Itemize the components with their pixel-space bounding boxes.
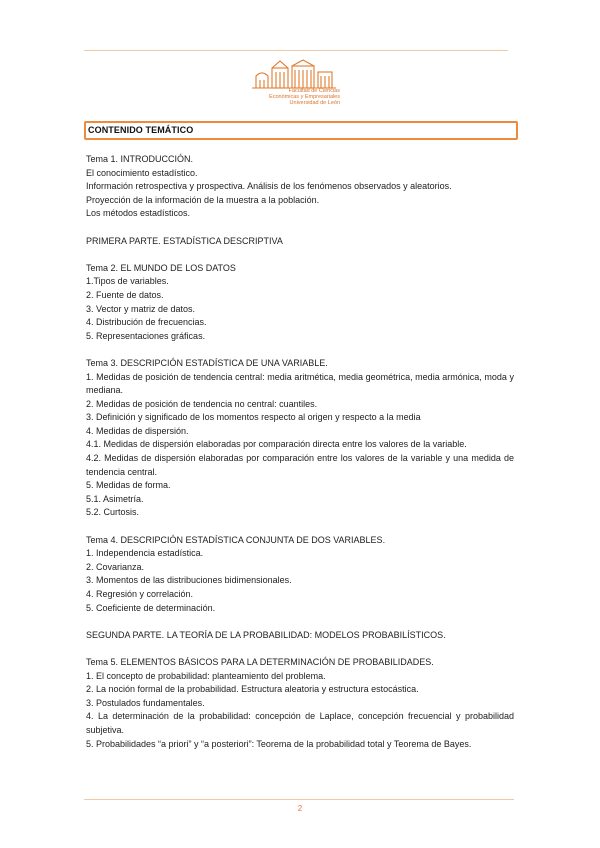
block-line: Información retrospectiva y prospectiva. Análisis de los fenómenos observados y aleatorios. — [86, 181, 452, 192]
block-line: Proyección de la información de la muestra a la población. — [86, 194, 320, 205]
block-heading: Tema 3. DESCRIPCIÓN ESTADÍSTICA DE UNA VARIABLE. — [86, 357, 328, 368]
block-heading: Tema 5. ELEMENTOS BÁSICOS PARA LA DETERMINACIÓN DE PROBABILIDADES. — [86, 656, 434, 667]
block-line: 3. Vector y matriz de datos. — [86, 303, 196, 314]
block-line: 5.2. Curtosis. — [86, 507, 140, 518]
building-icon — [250, 58, 340, 90]
logo-line: Facultad de Ciencias — [288, 88, 340, 94]
page-number: 2 — [297, 804, 303, 813]
block-heading: SEGUNDA PARTE. LA TEORÍA DE LA PROBABILIDAD: MODELOS PROBABILÍSTICOS. — [86, 629, 446, 640]
block-line: 3. Postulados fundamentales. — [86, 697, 205, 708]
block-line: 5. Probabilidades “a priori” y “a posteriori”: Teorema de la probabilidad total y Teorema de Bayes. — [86, 738, 472, 749]
block-line: 4. Regresión y correlación. — [86, 589, 194, 599]
block-line: 2. La noción formal de la probabilidad. Estructura aleatoria y estructura estocástica. — [86, 684, 419, 695]
block-heading: Tema 4. DESCRIPCIÓN ESTADÍSTICA CONJUNTA DE DOS VARIABLES. — [86, 534, 386, 545]
header-rule — [84, 50, 508, 51]
block-line: El conocimiento estadístico. — [86, 167, 198, 178]
section-title-box — [84, 121, 518, 140]
block-line: 1. Medidas de posición de tendencia central: media aritmética, media geométrica, media armónica, moda y mediana. — [86, 371, 514, 396]
block-line: 4. La determinación de la probabilidad: concepción de Laplace, concepción frecuencial y probabilidad subjetiva. — [86, 711, 514, 735]
block-heading: Tema 2. EL MUNDO DE LOS DATOS — [86, 262, 236, 273]
block-line: 5. Coeficiente de determinación. — [86, 602, 216, 613]
section-title: CONTENIDO TEMÁTICO — [88, 125, 194, 135]
block-line: 5. Medidas de forma. — [86, 480, 171, 491]
block-heading: Tema 1. INTRODUCCIÓN. — [86, 154, 194, 164]
paragraph-gap — [86, 343, 514, 357]
paragraph-gap — [86, 248, 514, 262]
paragraph-gap — [86, 520, 514, 534]
block-heading: PRIMERA PARTE. ESTADÍSTICA DESCRIPTIVA — [86, 235, 283, 246]
block-line: 5. Representaciones gráficas. — [86, 330, 206, 341]
block-line: 2. Covarianza. — [86, 561, 145, 572]
block-line: 3. Definición y significado de los momentos respecto al origen y respecto a la media — [86, 412, 421, 423]
block-line: 2. Medidas de posición de tendencia no central: cuantiles. — [86, 398, 318, 409]
block-line: 4.2. Medidas de dispersión elaboradas por comparación entre los valores de la variable y una medida de tendencia central. — [86, 453, 514, 477]
logo-caption — [250, 88, 340, 106]
block-line: 4. Medidas de dispersión. — [86, 425, 189, 436]
block-line: 1. El concepto de probabilidad: planteamiento del problema. — [86, 670, 326, 681]
logo-line: Universidad de León — [289, 100, 340, 106]
block-line: 2. Fuente de datos. — [86, 289, 164, 300]
block-line: 3. Momentos de las distribuciones bidimensionales. — [86, 575, 292, 586]
block-line: 5.1. Asimetría. — [86, 493, 144, 504]
paragraph-gap — [86, 221, 514, 235]
block-line: 1.Tipos de variables. — [86, 276, 169, 287]
block-line: 1. Independencia estadística. — [86, 548, 204, 559]
footer-rule — [84, 799, 514, 800]
logo-line: Económicas y Empresariales — [269, 94, 340, 100]
paragraph-gap — [86, 615, 514, 629]
paragraph-gap — [86, 642, 514, 656]
document-body — [86, 153, 514, 751]
block-line: 4.1. Medidas de dispersión elaboradas por comparación directa entre los valores de la variable. — [86, 439, 467, 450]
faculty-logo — [250, 58, 340, 114]
block-line: Los métodos estadísticos. — [86, 208, 191, 219]
block-line: 4. Distribución de frecuencias. — [86, 317, 207, 328]
